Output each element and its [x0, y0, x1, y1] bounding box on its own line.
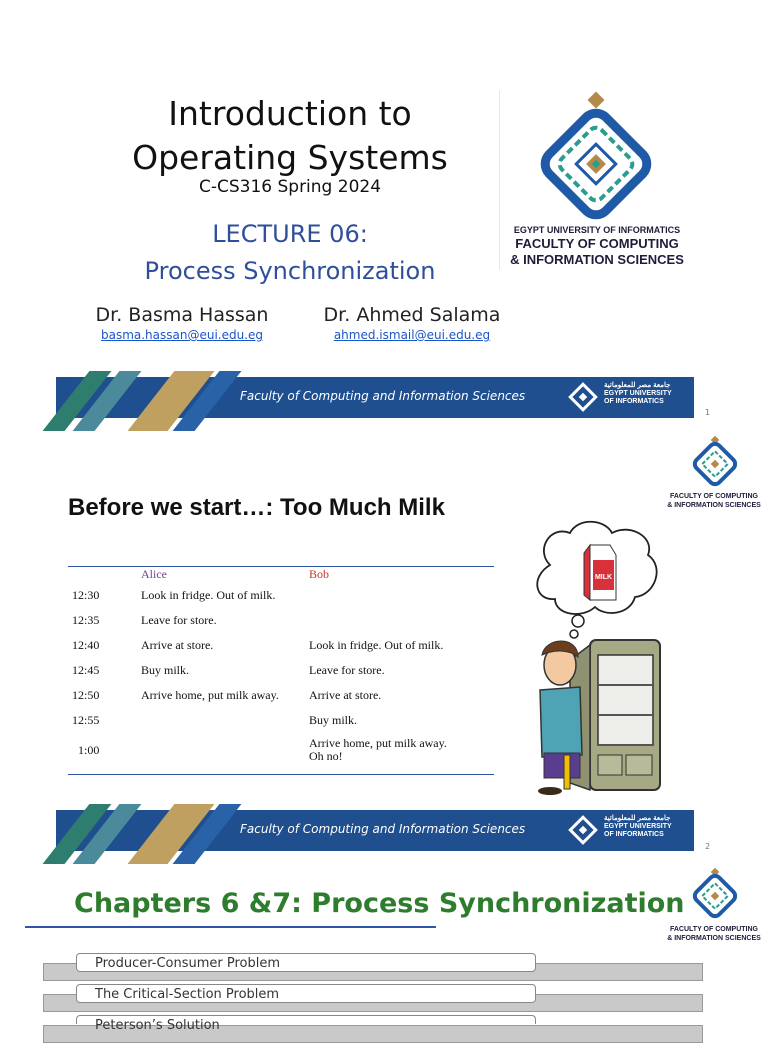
banner-text: Faculty of Computing and Information Sciences — [240, 822, 526, 836]
list-item[interactable]: The Critical-Section Problem — [76, 984, 536, 1003]
table-row — [68, 608, 494, 633]
lecture-number: LECTURE 06: — [212, 220, 368, 248]
university-mark-icon — [568, 382, 598, 412]
author-ahmed — [312, 304, 512, 342]
table-row — [68, 658, 494, 683]
alice-cell — [141, 733, 309, 767]
table-row — [68, 708, 494, 733]
faculty-banner — [56, 377, 694, 418]
time-cell: 12:30 — [72, 588, 100, 602]
faculty-name: FACULTY OF COMPUTING & INFORMATION SCIENCES — [510, 236, 684, 267]
list-item[interactable]: Producer-Consumer Problem — [76, 953, 536, 972]
alice-cell — [141, 708, 309, 733]
bob-header: Bob — [309, 567, 330, 581]
alice-cell: Buy milk. — [141, 663, 190, 677]
bob-cell: Arrive at store. — [309, 688, 382, 702]
table-row — [68, 633, 494, 658]
slide3-title: Chapters 6 &7: Process Synchronization — [74, 888, 685, 919]
slide1-title: Introduction to Operating Systems — [132, 94, 448, 177]
author-email-link[interactable]: ahmed.ismail@eui.edu.eg — [333, 328, 491, 342]
author-name: Dr. Ahmed Salama — [323, 304, 501, 326]
alice-cell: Arrive at store. — [141, 638, 214, 652]
alice-cell: Arrive home, put milk away. — [141, 688, 279, 702]
table-header-row — [68, 566, 494, 583]
alice-header: Alice — [141, 567, 167, 581]
lecture-topic: Process Synchronization — [144, 257, 436, 285]
bob-cell — [309, 583, 494, 608]
time-cell: 12:45 — [72, 663, 100, 677]
table-row — [68, 733, 494, 767]
slide2-title: Before we start…: Too Much Milk — [68, 494, 445, 521]
bob-cell: Look in fridge. Out of milk. — [309, 638, 444, 652]
banner-university-name: جامعة مصر للمعلوماتية EGYPT UNIVERSITY OF INFORMATICS — [604, 815, 672, 838]
time-cell: 1:00 — [78, 742, 100, 757]
faculty-name-small: FACULTY OF COMPUTING & INFORMATION SCIENCES — [667, 926, 761, 942]
fridge-cartoon-icon — [520, 515, 670, 795]
milk-timeline-table — [68, 566, 494, 767]
table-row — [68, 583, 494, 608]
table-row — [68, 683, 494, 708]
author-basma — [82, 304, 282, 342]
milk-label: MILK — [594, 574, 613, 581]
bob-cell — [309, 608, 494, 633]
time-cell: 12:35 — [72, 613, 100, 627]
alice-cell: Leave for store. — [141, 613, 217, 627]
time-cell: 12:40 — [72, 638, 100, 652]
course-code: C-CS316 Spring 2024 — [198, 177, 382, 197]
faculty-name-small: FACULTY OF COMPUTING & INFORMATION SCIENCES — [667, 493, 761, 509]
author-name: Dr. Basma Hassan — [95, 304, 269, 326]
slide-number: 2 — [705, 842, 711, 851]
author-email-link[interactable]: basma.hassan@eui.edu.eg — [100, 328, 264, 342]
list-item[interactable] — [76, 1015, 536, 1024]
faculty-logo-icon — [690, 436, 742, 486]
university-mark-icon — [568, 815, 598, 845]
university-logo-icon — [534, 92, 658, 222]
university-name: EGYPT UNIVERSITY OF INFORMATICS — [513, 225, 681, 235]
time-cell: 12:55 — [72, 713, 100, 727]
faculty-banner — [56, 810, 694, 851]
alice-cell: Look in fridge. Out of milk. — [141, 588, 276, 602]
title-divider — [499, 90, 500, 270]
bob-cell: Leave for store. — [309, 663, 385, 677]
bob-cell: Arrive home, put milk away. Oh no! — [309, 736, 447, 763]
slide-number: 1 — [705, 408, 711, 417]
faculty-logo-icon — [690, 868, 742, 920]
banner-text: Faculty of Computing and Information Sciences — [240, 389, 526, 403]
table-bottom-rule — [68, 774, 494, 775]
time-cell: 12:50 — [72, 688, 100, 702]
bob-cell: Buy milk. — [309, 713, 358, 727]
banner-university-name: جامعة مصر للمعلوماتية EGYPT UNIVERSITY OF INFORMATICS — [604, 382, 672, 405]
title-underline — [25, 926, 436, 928]
